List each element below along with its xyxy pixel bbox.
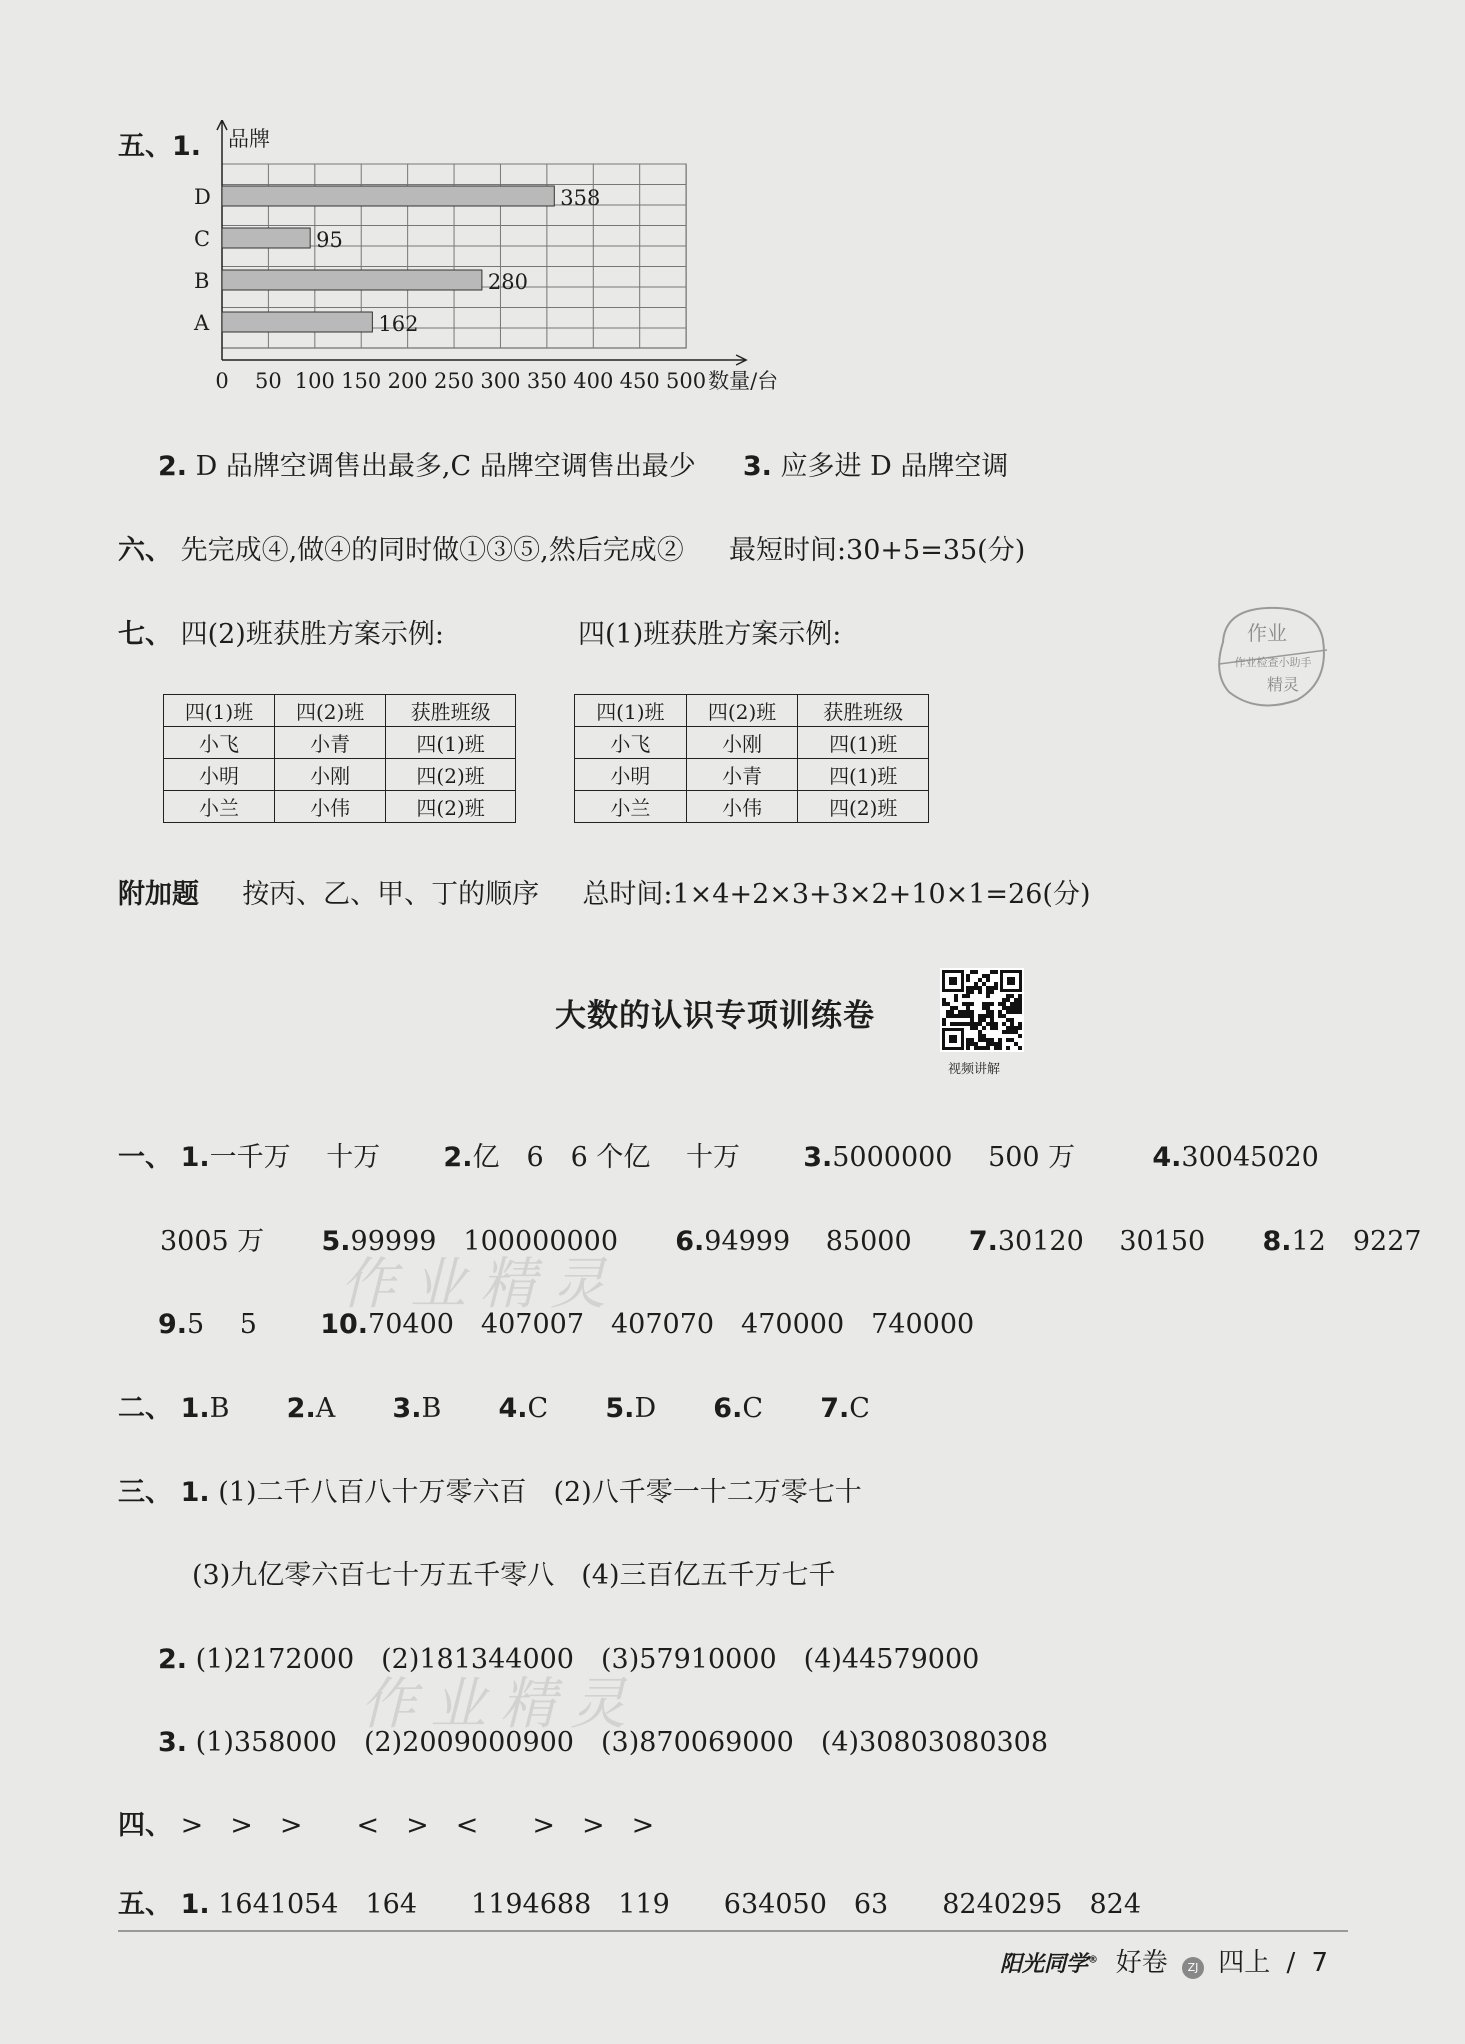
td: 四(2)班: [798, 791, 929, 823]
x-tick-label: 150: [341, 369, 382, 390]
td: 小伟: [686, 791, 798, 823]
bar-A: [222, 312, 372, 332]
bar-C: [222, 228, 310, 248]
section-label: 一、: [118, 1142, 172, 1173]
td: 小伟: [275, 791, 386, 823]
category-label: C: [194, 227, 211, 251]
q-num: 6.: [675, 1226, 705, 1257]
answer-text: C: [527, 1393, 549, 1424]
watermark: 作业精灵: [360, 1672, 640, 1737]
section-label: 四、: [118, 1810, 172, 1841]
answer-text: 70400 407007 407070 470000 740000: [368, 1309, 975, 1340]
answer-qi: [118, 612, 444, 651]
page-number: 7: [1311, 1948, 1329, 1978]
table-row: [164, 791, 516, 823]
answer-san-1b: (3)九亿零六百七十万五千零八 (4)三百亿五千万七千: [192, 1560, 836, 1591]
th: 四(1)班: [164, 695, 275, 727]
bar-B: [222, 270, 482, 290]
section-label: 二、: [118, 1393, 172, 1424]
answer-text: (1)358000 (2)2009000900 (3)870069000 (4)30803080308: [195, 1727, 1049, 1758]
answer-text: 先完成④,做④的同时做①③⑤,然后完成②: [180, 535, 684, 566]
q-num: 4.: [498, 1393, 528, 1424]
td: 小飞: [164, 727, 275, 759]
data-label: 162: [378, 312, 419, 336]
q-num: 4.: [1152, 1142, 1182, 1173]
table-row: [164, 759, 516, 791]
x-tick-label: 100: [294, 369, 335, 390]
q-num: 5.: [605, 1393, 635, 1424]
answer-text: 应多进 D 品牌空调: [780, 451, 1009, 482]
caption-right: 四(1)班获胜方案示例:: [578, 619, 842, 650]
answer-text: 30045020: [1181, 1142, 1319, 1173]
x-tick-label: 450: [619, 369, 660, 390]
table-right: [574, 694, 929, 823]
answer-text: A: [315, 1393, 336, 1424]
section-label: 三、: [118, 1477, 172, 1508]
table-header: [164, 695, 516, 727]
q-num: 1.: [180, 1477, 210, 1508]
table-row: [575, 759, 929, 791]
x-tick-label: 50: [255, 369, 282, 390]
answer-text: B: [209, 1393, 230, 1424]
answer-text: 3005 万: [160, 1226, 265, 1257]
x-tick-label: 400: [573, 369, 614, 390]
th: 获胜班级: [798, 695, 929, 727]
answer-text: (1)二千八百八十万零六百 (2)八千零一十二万零七十: [218, 1477, 862, 1508]
answer-text: 按丙、乙、甲、丁的顺序: [242, 879, 540, 910]
section-label: 五、: [118, 1889, 172, 1920]
q-num: 3.: [392, 1393, 422, 1424]
answer-text: D: [634, 1393, 657, 1424]
section-label: 七、: [118, 619, 172, 650]
answer-time: 总时间:1×4+2×3+3×2+10×1=26(分): [582, 879, 1091, 910]
answer-text: D 品牌空调售出最多,C 品牌空调售出最少: [195, 451, 696, 482]
q-num: 2.: [443, 1142, 473, 1173]
q-num: 2.: [286, 1393, 316, 1424]
x-tick-label: 350: [526, 369, 567, 390]
caption-left: 四(2)班获胜方案示例:: [180, 619, 444, 650]
th: 四(2)班: [275, 695, 386, 727]
answer-text: 99999 100000000: [350, 1226, 619, 1257]
edition-badge: ZJ: [1182, 1957, 1204, 1979]
answer-text: > > > < > < > > >: [180, 1810, 655, 1841]
table-header: [575, 695, 929, 727]
footer: [1000, 1942, 1328, 1979]
td: 小兰: [575, 791, 687, 823]
q-num: 2.: [158, 451, 188, 482]
qr-code-icon[interactable]: [940, 968, 1024, 1052]
td: 四(1)班: [798, 727, 929, 759]
td: 四(1)班: [798, 759, 929, 791]
td: 小兰: [164, 791, 275, 823]
answer-wu: [118, 1882, 1141, 1921]
x-tick-label: 200: [387, 369, 428, 390]
answer-text: 1641054 164 1194688 119 634050 63 8240295 824: [218, 1889, 1142, 1920]
td: 小青: [686, 759, 798, 791]
stamp-logo: [1205, 602, 1335, 712]
series-label: 好卷: [1115, 1948, 1168, 1978]
qr-caption: 视频讲解: [948, 1062, 1001, 1077]
td: 小飞: [575, 727, 687, 759]
answer-text: 一千万 十万: [209, 1142, 381, 1173]
answer-san-1a: [118, 1470, 862, 1509]
th: 四(1)班: [575, 695, 687, 727]
q-num: 7.: [820, 1393, 850, 1424]
q-num: 3.: [803, 1142, 833, 1173]
answer-time: 最短时间:30+5=35(分): [728, 535, 1026, 566]
answer-text: 5 5: [187, 1309, 257, 1340]
brand-logo: 阳光同学®: [1000, 1952, 1099, 1977]
answer-fujia: [118, 872, 1090, 911]
grade-label: 四上: [1218, 1948, 1271, 1978]
category-label: A: [194, 311, 210, 335]
answer-text: C: [849, 1393, 870, 1424]
watermark: 作业精灵: [340, 1252, 620, 1317]
question-label-wu-1: 五、1.: [118, 131, 202, 162]
q-num: 6.: [713, 1393, 743, 1424]
svg-text:作业: 作业: [1247, 621, 1287, 645]
answer-text: 30120 30150: [997, 1226, 1206, 1257]
q-num: 9.: [158, 1309, 188, 1340]
q-num: 8.: [1262, 1226, 1292, 1257]
bar-chart: [180, 120, 800, 390]
section-title: 大数的认识专项训练卷: [555, 998, 875, 1034]
td: 四(2)班: [386, 791, 516, 823]
td: 小明: [575, 759, 687, 791]
x-tick-label: 300: [480, 369, 521, 390]
td: 四(2)班: [386, 759, 516, 791]
answer-text: 5000000 500 万: [832, 1142, 1076, 1173]
section-label: 六、: [118, 535, 172, 566]
q-num: 3.: [158, 1727, 188, 1758]
answer-text: 94999 85000: [704, 1226, 912, 1257]
bar-D: [222, 186, 554, 206]
answer-text: B: [421, 1393, 442, 1424]
table-row: [164, 727, 516, 759]
q-num: 1.: [180, 1142, 210, 1173]
data-label: 95: [316, 228, 343, 252]
x-axis-label: 数量/台: [708, 369, 779, 390]
footer-rule: [118, 1930, 1348, 1932]
td: 小青: [275, 727, 386, 759]
th: 四(2)班: [686, 695, 798, 727]
answer-wu-2-3: [158, 444, 1008, 483]
section-label: 附加题: [118, 879, 199, 910]
data-label: 280: [487, 270, 528, 294]
answer-text: 12 9227: [1291, 1226, 1422, 1257]
td: 四(1)班: [386, 727, 516, 759]
q-num: 7.: [968, 1226, 998, 1257]
answer-er: [118, 1386, 870, 1425]
x-tick-label: 500: [666, 369, 707, 390]
q-num: 3.: [742, 451, 772, 482]
q-num: 1.: [180, 1889, 210, 1920]
td: 小刚: [686, 727, 798, 759]
table-left: [163, 694, 516, 823]
q-num: 2.: [158, 1644, 188, 1675]
table-row: [575, 791, 929, 823]
x-tick-label: 0: [215, 369, 229, 390]
q-num: 10.: [320, 1309, 369, 1340]
table-row: [575, 727, 929, 759]
svg-text:作业检查小助手: 作业检查小助手: [1234, 656, 1312, 669]
data-label: 358: [560, 186, 601, 210]
category-label: B: [194, 269, 210, 293]
th: 获胜班级: [386, 695, 516, 727]
answer-text: 亿 6 6 个亿 十万: [472, 1142, 740, 1173]
q-num: 1.: [180, 1393, 210, 1424]
answer-text: C: [742, 1393, 763, 1424]
category-label: D: [194, 185, 211, 209]
answer-si: [118, 1803, 654, 1842]
answer-yi-line1: [118, 1135, 1319, 1174]
answer-liu: [118, 528, 1025, 567]
q-num: 5.: [321, 1226, 351, 1257]
x-tick-label: 250: [434, 369, 475, 390]
y-axis-label: 品牌: [228, 127, 270, 151]
answer-text: (1)2172000 (2)181344000 (3)57910000 (4)44579000: [195, 1644, 980, 1675]
svg-text:精灵: 精灵: [1266, 675, 1300, 694]
td: 小刚: [275, 759, 386, 791]
td: 小明: [164, 759, 275, 791]
footer-slash: /: [1286, 1948, 1296, 1978]
